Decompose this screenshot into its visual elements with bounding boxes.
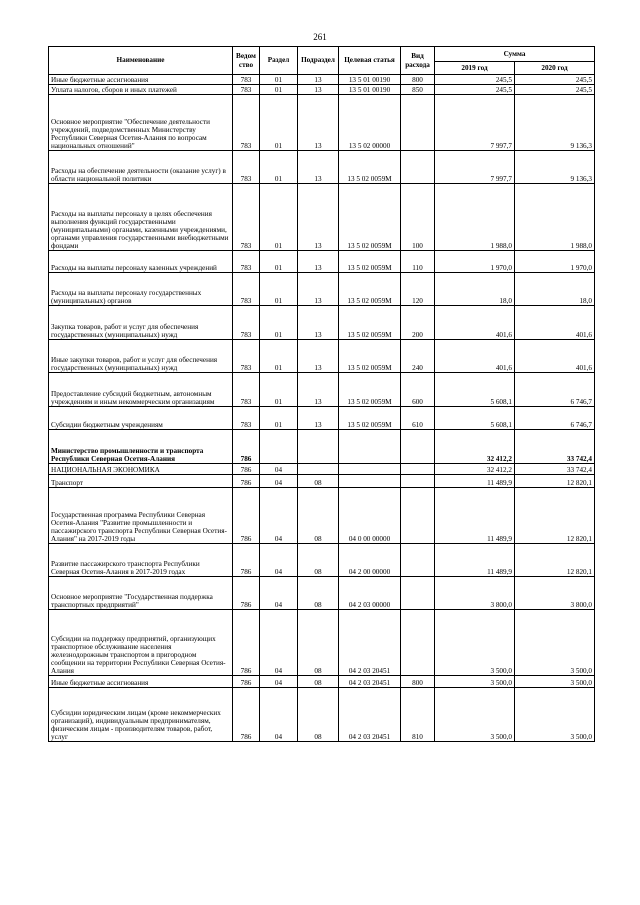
table-row [49, 75, 595, 85]
row-ministry: 783 [233, 151, 260, 184]
header-name: Наименование [49, 47, 233, 75]
row-sum-2020: 401,6 [515, 306, 595, 340]
row-target: 13 5 02 00000 [339, 95, 401, 151]
row-subsection: 13 [298, 184, 339, 251]
row-target: 13 5 02 0059М [339, 340, 401, 373]
row-expense-type [401, 488, 435, 544]
row-ministry: 786 [233, 464, 260, 475]
budget-table [48, 46, 595, 742]
row-expense-type: 240 [401, 340, 435, 373]
row-sum-2019: 18,0 [435, 273, 515, 306]
row-expense-type [401, 464, 435, 475]
table-row [49, 688, 595, 742]
row-section: 01 [260, 85, 298, 95]
row-sum-2019: 5 608,1 [435, 407, 515, 430]
header-target: Целевая статья [339, 47, 401, 75]
row-name: Предоставление субсидий бюджетным, автономным учреждениям и иным некоммерческим организациям [49, 373, 233, 407]
row-section: 04 [260, 676, 298, 688]
row-section: 01 [260, 151, 298, 184]
row-name: Транспорт [49, 475, 233, 488]
row-name: Уплата налогов, сборов и иных платежей [49, 85, 233, 95]
row-sum-2020: 12 820,1 [515, 544, 595, 577]
row-expense-type: 610 [401, 407, 435, 430]
table-row [49, 577, 595, 610]
row-subsection: 13 [298, 251, 339, 273]
row-subsection: 13 [298, 340, 339, 373]
row-expense-type: 120 [401, 273, 435, 306]
row-target: 04 2 03 20451 [339, 610, 401, 676]
row-target: 13 5 02 0059М [339, 407, 401, 430]
row-sum-2020: 6 746,7 [515, 407, 595, 430]
row-section: 01 [260, 75, 298, 85]
row-sum-2020: 33 742,4 [515, 430, 595, 464]
row-name: Иные бюджетные ассигнования [49, 75, 233, 85]
header-subsection: Подраздел [298, 47, 339, 75]
row-name: Министерство промышленности и транспорта Республики Северная Осетия-Алания [49, 430, 233, 464]
row-sum-2019: 245,5 [435, 75, 515, 85]
row-expense-type: 100 [401, 184, 435, 251]
row-subsection: 13 [298, 95, 339, 151]
table-row [49, 273, 595, 306]
row-expense-type: 200 [401, 306, 435, 340]
row-target [339, 475, 401, 488]
row-sum-2020: 6 746,7 [515, 373, 595, 407]
row-ministry: 783 [233, 184, 260, 251]
row-target: 04 2 03 20451 [339, 676, 401, 688]
row-ministry: 783 [233, 251, 260, 273]
row-sum-2020: 3 800,0 [515, 577, 595, 610]
row-sum-2020: 245,5 [515, 85, 595, 95]
row-expense-type [401, 95, 435, 151]
header-year-2020: 2020 год [515, 62, 595, 75]
row-sum-2020: 12 820,1 [515, 475, 595, 488]
row-section: 01 [260, 306, 298, 340]
row-sum-2020: 3 500,0 [515, 676, 595, 688]
row-ministry: 786 [233, 610, 260, 676]
row-sum-2019: 11 489,9 [435, 544, 515, 577]
row-subsection: 08 [298, 688, 339, 742]
row-section: 04 [260, 488, 298, 544]
table-row [49, 340, 595, 373]
row-name: Расходы на выплаты персоналу в целях обеспечения выполнения функций государственными (муниципальными) органами, казенными учреждениями, органами управления государственными внебюджетными фондами [49, 184, 233, 251]
row-sum-2019: 11 489,9 [435, 488, 515, 544]
row-subsection: 13 [298, 306, 339, 340]
row-section: 01 [260, 340, 298, 373]
row-subsection [298, 464, 339, 475]
table-row [49, 676, 595, 688]
row-ministry: 786 [233, 676, 260, 688]
row-subsection: 13 [298, 273, 339, 306]
row-sum-2019: 245,5 [435, 85, 515, 95]
row-target: 13 5 01 00190 [339, 75, 401, 85]
row-subsection: 13 [298, 75, 339, 85]
row-name: НАЦИОНАЛЬНАЯ ЭКОНОМИКА [49, 464, 233, 475]
row-sum-2019: 7 997,7 [435, 151, 515, 184]
row-ministry: 786 [233, 430, 260, 464]
row-section: 01 [260, 184, 298, 251]
row-name: Государственная программа Республики Северная Осетия-Алания "Развитие промышленности и пассажирского транспорта Республики Северная Осетия-Алания" на 2017-2019 годы [49, 488, 233, 544]
table-row [49, 475, 595, 488]
row-sum-2020: 1 970,0 [515, 251, 595, 273]
row-target: 13 5 02 0059М [339, 184, 401, 251]
row-sum-2020: 33 742,4 [515, 464, 595, 475]
row-section: 04 [260, 688, 298, 742]
row-sum-2020: 18,0 [515, 273, 595, 306]
row-ministry: 786 [233, 688, 260, 742]
row-ministry: 786 [233, 544, 260, 577]
row-name: Основное мероприятие "Государственная поддержка транспортных предприятий" [49, 577, 233, 610]
row-name: Основное мероприятие "Обеспечение деятельности учреждений, подведомственных Министерству Республики Северная Осетия-Алания по вопросам национальных отношений" [49, 95, 233, 151]
row-expense-type: 850 [401, 85, 435, 95]
row-sum-2019: 32 412,2 [435, 430, 515, 464]
table-row [49, 85, 595, 95]
row-sum-2020: 9 136,3 [515, 95, 595, 151]
header-section: Раздел [260, 47, 298, 75]
row-section: 04 [260, 475, 298, 488]
table-body [49, 75, 595, 742]
table-row [49, 251, 595, 273]
table-row [49, 464, 595, 475]
row-subsection: 13 [298, 151, 339, 184]
header-sum: Сумма [435, 47, 595, 62]
row-sum-2019: 1 970,0 [435, 251, 515, 273]
row-ministry: 783 [233, 75, 260, 85]
row-ministry: 783 [233, 340, 260, 373]
row-subsection: 13 [298, 85, 339, 95]
header-ministry: Ведом ство [233, 47, 260, 75]
row-target: 04 2 03 20451 [339, 688, 401, 742]
row-sum-2019: 3 500,0 [435, 688, 515, 742]
row-name: Субсидии юридическим лицам (кроме некоммерческих организаций), индивидуальным предпринимателям, физическим лицам - производителям товаров, работ, услуг [49, 688, 233, 742]
row-name: Субсидии на поддержку предприятий, организующих транспортное обслуживание населения железнодорожным транспортом в пригородном сообщении на территории Республики Северная Осетия-Алания [49, 610, 233, 676]
row-name: Развитие пассажирского транспорта Республики Северная Осетия-Алания в 2017-2019 годах [49, 544, 233, 577]
row-section: 01 [260, 95, 298, 151]
row-sum-2020: 3 500,0 [515, 688, 595, 742]
row-section: 01 [260, 373, 298, 407]
table-row [49, 306, 595, 340]
row-target: 13 5 02 0059М [339, 306, 401, 340]
row-subsection: 08 [298, 475, 339, 488]
table-row [49, 95, 595, 151]
table-row [49, 610, 595, 676]
row-section: 01 [260, 251, 298, 273]
table-row [49, 151, 595, 184]
row-target [339, 464, 401, 475]
row-expense-type [401, 544, 435, 577]
row-sum-2020: 9 136,3 [515, 151, 595, 184]
row-sum-2019: 5 608,1 [435, 373, 515, 407]
row-sum-2019: 32 412,2 [435, 464, 515, 475]
row-expense-type: 110 [401, 251, 435, 273]
table-row [49, 373, 595, 407]
row-target: 13 5 02 0059М [339, 373, 401, 407]
row-subsection: 08 [298, 544, 339, 577]
row-sum-2020: 401,6 [515, 340, 595, 373]
row-name: Расходы на выплаты персоналу казенных учреждений [49, 251, 233, 273]
row-section: 01 [260, 273, 298, 306]
row-ministry: 786 [233, 475, 260, 488]
row-target: 04 0 00 00000 [339, 488, 401, 544]
row-sum-2019: 3 500,0 [435, 610, 515, 676]
row-section: 04 [260, 544, 298, 577]
row-expense-type: 600 [401, 373, 435, 407]
row-subsection: 08 [298, 488, 339, 544]
row-section: 04 [260, 577, 298, 610]
row-sum-2019: 3 500,0 [435, 676, 515, 688]
row-ministry: 786 [233, 488, 260, 544]
row-ministry: 786 [233, 577, 260, 610]
table-row [49, 407, 595, 430]
row-target [339, 430, 401, 464]
row-section: 01 [260, 407, 298, 430]
row-sum-2020: 3 500,0 [515, 610, 595, 676]
row-sum-2019: 11 489,9 [435, 475, 515, 488]
row-subsection: 13 [298, 407, 339, 430]
row-subsection: 08 [298, 676, 339, 688]
row-name: Иные закупки товаров, работ и услуг для обеспечения государственных (муниципальных) нужд [49, 340, 233, 373]
row-sum-2019: 401,6 [435, 340, 515, 373]
row-target: 13 5 02 0059М [339, 151, 401, 184]
row-expense-type [401, 151, 435, 184]
row-subsection [298, 430, 339, 464]
row-ministry: 783 [233, 373, 260, 407]
row-subsection: 08 [298, 577, 339, 610]
row-ministry: 783 [233, 95, 260, 151]
row-expense-type: 800 [401, 75, 435, 85]
row-name: Расходы на обеспечение деятельности (оказание услуг) в области национальной политики [49, 151, 233, 184]
table-row [49, 430, 595, 464]
table-row [49, 544, 595, 577]
row-sum-2019: 401,6 [435, 306, 515, 340]
row-sum-2019: 3 800,0 [435, 577, 515, 610]
row-target: 13 5 02 0059М [339, 273, 401, 306]
row-ministry: 783 [233, 85, 260, 95]
row-ministry: 783 [233, 407, 260, 430]
row-expense-type [401, 475, 435, 488]
row-sum-2019: 7 997,7 [435, 95, 515, 151]
row-expense-type: 810 [401, 688, 435, 742]
row-target: 13 5 01 00190 [339, 85, 401, 95]
row-expense-type [401, 430, 435, 464]
row-name: Расходы на выплаты персоналу государственных (муниципальных) органов [49, 273, 233, 306]
row-expense-type [401, 610, 435, 676]
row-sum-2020: 12 820,1 [515, 488, 595, 544]
row-section: 04 [260, 464, 298, 475]
row-subsection: 13 [298, 373, 339, 407]
row-section [260, 430, 298, 464]
header-year-2019: 2019 год [435, 62, 515, 75]
header-expense-type: Вид расхода [401, 47, 435, 75]
row-sum-2020: 1 988,0 [515, 184, 595, 251]
row-name: Иные бюджетные ассигнования [49, 676, 233, 688]
row-subsection: 08 [298, 610, 339, 676]
row-section: 04 [260, 610, 298, 676]
table-row [49, 184, 595, 251]
row-ministry: 783 [233, 273, 260, 306]
row-expense-type: 800 [401, 676, 435, 688]
page-number: 261 [313, 32, 327, 42]
row-name: Закупка товаров, работ и услуг для обеспечения государственных (муниципальных) нужд [49, 306, 233, 340]
row-target: 04 2 03 00000 [339, 577, 401, 610]
table-row [49, 488, 595, 544]
row-sum-2020: 245,5 [515, 75, 595, 85]
row-ministry: 783 [233, 306, 260, 340]
row-sum-2019: 1 988,0 [435, 184, 515, 251]
row-expense-type [401, 577, 435, 610]
row-target: 13 5 02 0059М [339, 251, 401, 273]
row-name: Субсидии бюджетным учреждениям [49, 407, 233, 430]
row-target: 04 2 00 00000 [339, 544, 401, 577]
